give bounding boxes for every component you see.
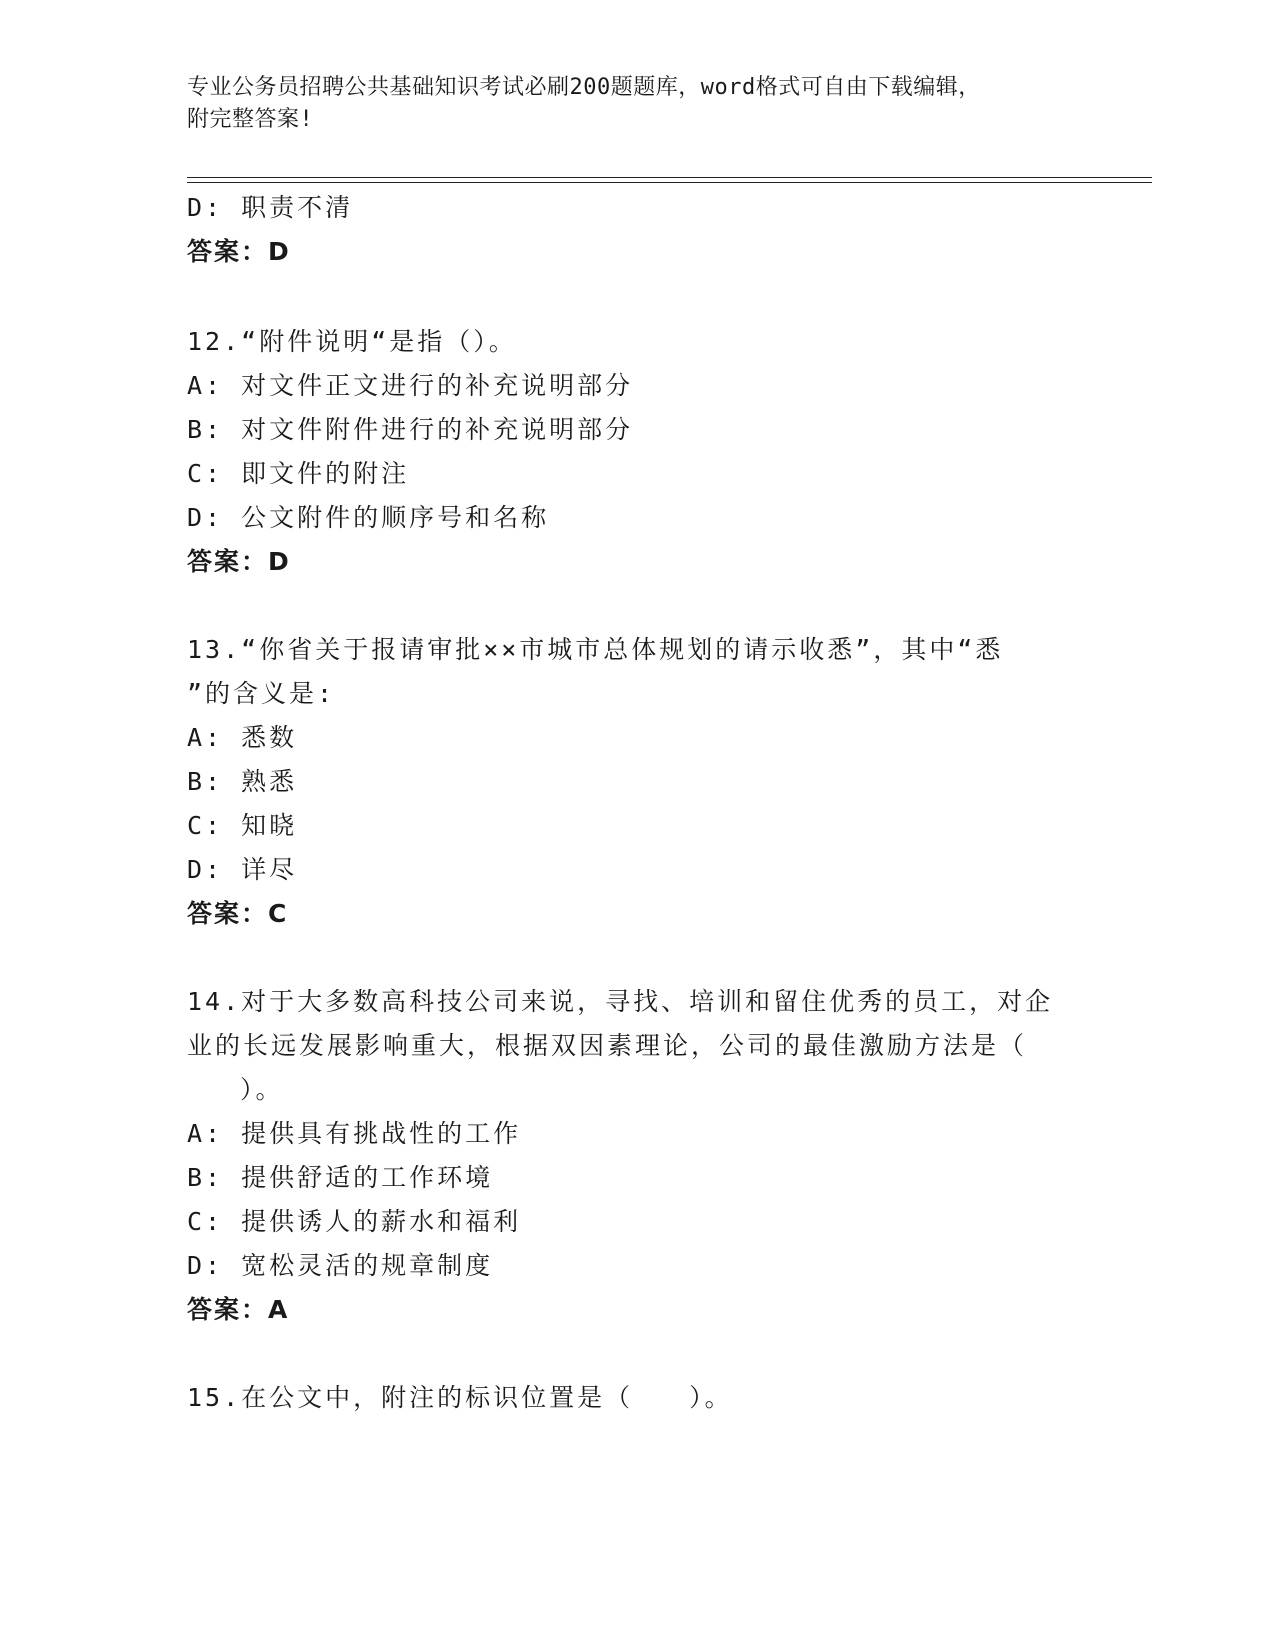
q13-stem-line-2: ”的含义是: [187,679,336,708]
q12-stem: 12.“附件说明“是指（）。 [187,327,517,356]
q14-stem-line-2: 业的长远发展影响重大，根据双因素理论，公司的最佳激励方法是（ [187,1031,1028,1060]
header-title-line-2: 附完整答案! [187,107,314,132]
q15-stem: 15.在公文中，附注的标识位置是（ ）。 [187,1383,733,1412]
q11-option-d: D: 职责不清 [187,193,354,222]
q13-stem-line-1: 13.“你省关于报请审批××市城市总体规划的请示收悉”，其中“悉 [187,635,1004,664]
q13-option-c: C: 知晓 [187,811,298,840]
q14-option-b: B: 提供舒适的工作环境 [187,1163,494,1192]
q14-option-d: D: 宽松灵活的规章制度 [187,1251,494,1280]
header-divider-bottom [187,182,1152,183]
q14-option-c: C: 提供诱人的薪水和福利 [187,1207,522,1236]
page-header [187,72,1087,136]
q14-stem-line-1: 14.对于大多数高科技公司来说，寻找、培训和留住优秀的员工，对企 [187,987,1054,1016]
q13-option-d: D: 详尽 [187,855,298,884]
q14-stem-line-3: ）。 [240,1075,284,1104]
q11-answer: 答案：D [187,237,291,266]
q12-option-d: D: 公文附件的顺序号和名称 [187,503,550,532]
q12-option-c: C: 即文件的附注 [187,459,410,488]
q12-answer: 答案：D [187,547,291,576]
header-title-line-1: 专业公务员招聘公共基础知识考试必刷200题题库，word格式可自由下载编辑， [187,75,981,100]
q13-option-a: A: 悉数 [187,723,298,752]
q12-option-a: A: 对文件正文进行的补充说明部分 [187,371,634,400]
q13-option-b: B: 熟悉 [187,767,298,796]
q14-answer: 答案：A [187,1295,290,1324]
q13-answer: 答案：C [187,899,289,928]
q14-option-a: A: 提供具有挑战性的工作 [187,1119,522,1148]
q12-option-b: B: 对文件附件进行的补充说明部分 [187,415,634,444]
header-divider-top [187,177,1152,178]
